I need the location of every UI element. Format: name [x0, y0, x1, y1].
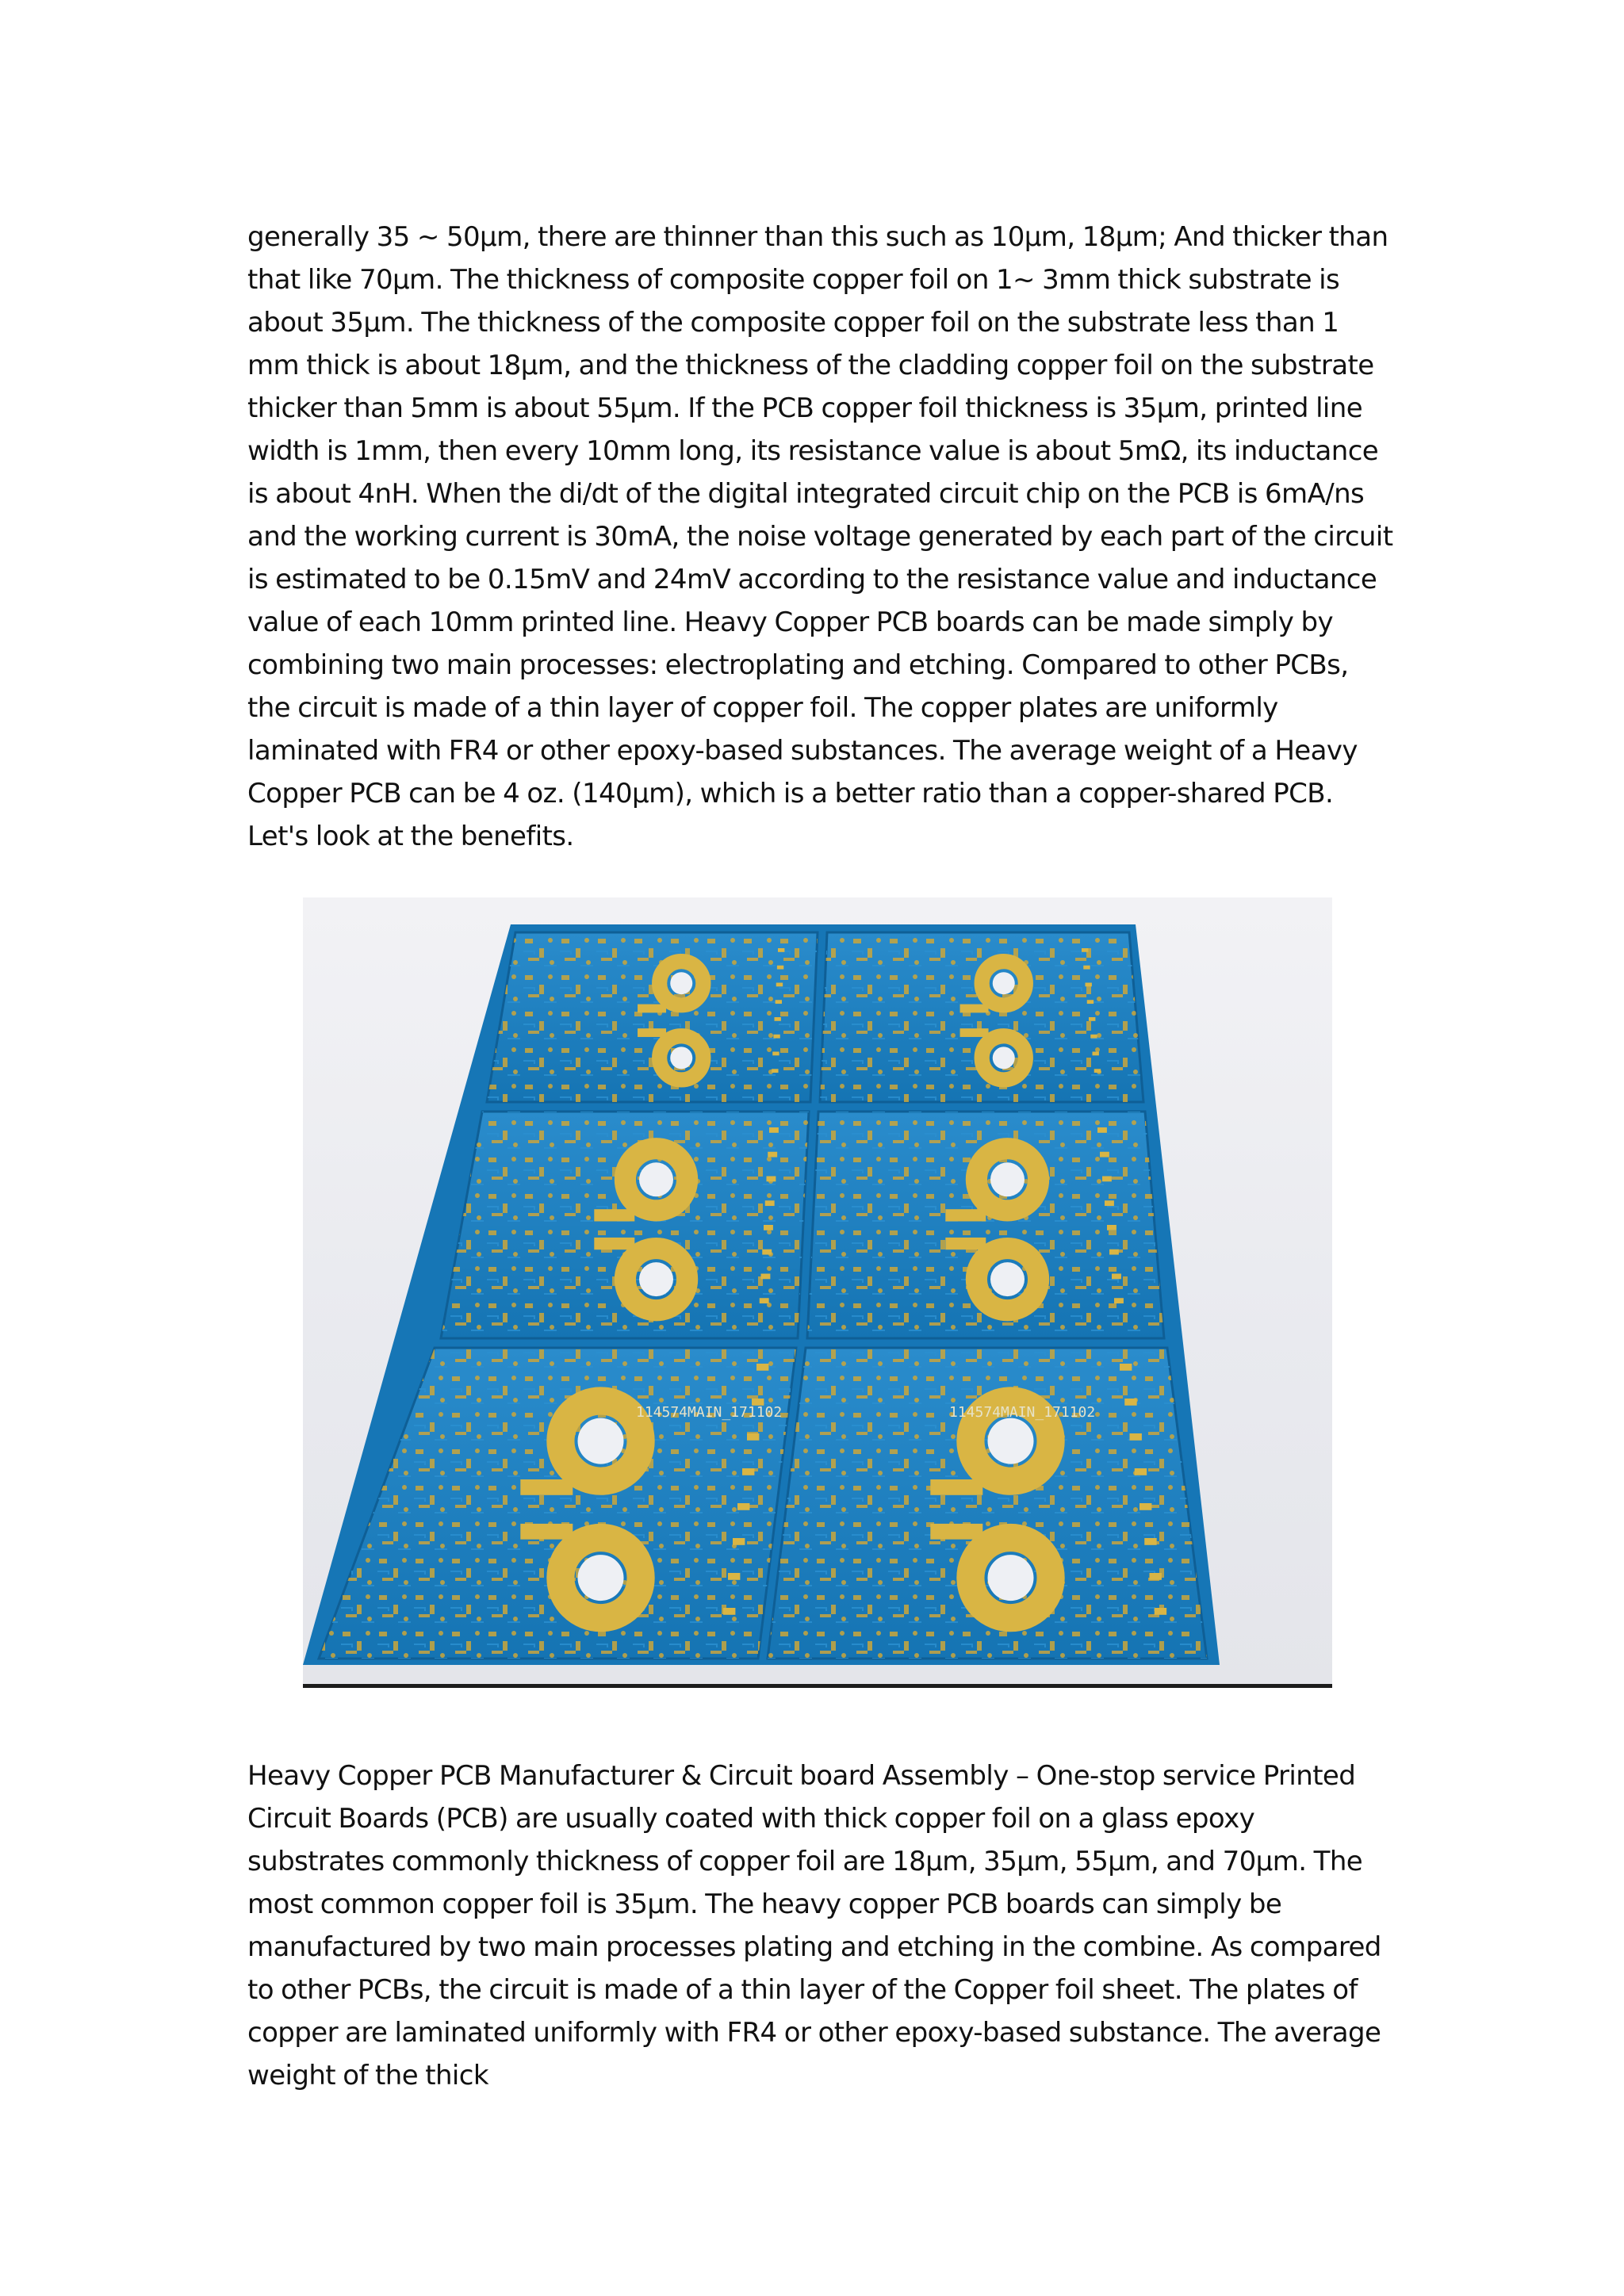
- board-label-right: 114574MAIN_171102: [949, 1404, 1096, 1421]
- gold-tab: [594, 1238, 634, 1249]
- component-pad: [728, 1573, 740, 1580]
- component-pad: [1130, 1433, 1142, 1441]
- gold-tab: [930, 1479, 982, 1495]
- component-pad: [1144, 1538, 1156, 1545]
- mounting-hole: [670, 972, 692, 994]
- component-pad: [1087, 1000, 1094, 1004]
- mounting-hole: [988, 1555, 1034, 1601]
- component-pad: [760, 1298, 769, 1303]
- component-pad: [1124, 1399, 1136, 1406]
- pcb-illustration: [303, 897, 1332, 1687]
- component-pad: [764, 1225, 773, 1230]
- mounting-hole: [993, 972, 1015, 994]
- component-pad: [775, 1017, 781, 1021]
- gold-tab: [520, 1524, 573, 1540]
- mounting-hole: [990, 1262, 1025, 1296]
- component-pad: [1114, 1298, 1124, 1303]
- component-pad: [778, 948, 784, 952]
- component-pad: [1135, 1468, 1147, 1475]
- mounting-hole: [670, 1047, 692, 1069]
- component-pad: [1082, 948, 1088, 952]
- component-pad: [1112, 1274, 1121, 1280]
- component-pad: [1097, 1127, 1107, 1133]
- component-pad: [747, 1433, 759, 1441]
- body-paragraph-1: generally 35 ~ 50μm, there are thinner than this such as 10μm, 18μm; And thicker than that like 70μm. The thickness of composite copper foil on 1~ 3mm thick substrate is about 35μm. The thickness of the composite copper foil on the substrate less than 1 mm thick is about 18μm, and the thickness of the cladding copper foil on the substrate thicker than 5mm is about 55μm. If the PCB copper foil thickness is 35μm, printed line width is 1mm, then every 10mm long, its resistance value is about 5mΩ, its inductance is about 4nH. When the di/dt of the digital integrated circuit chip on the PCB is 6mA/ns and the working current is 30mA, the noise voltage generated by each part of the circuit is estimated to be 0.15mV and 24mV according to the resistance value and inductance value of each 10mm printed line. Heavy Copper PCB boards can be made simply by combining two main processes: electroplating and etching. Compared to other PCBs, the circuit is made of a thin layer of copper foil. The copper plates are uniformly laminated with FR4 or other epoxy-based substances. The average weight of a Heavy Copper PCB can be 4 oz. (140μm), which is a better ratio than a copper-shared PCB. Let's look at the benefits.: [247, 221, 1393, 852]
- photo-bottom-edge: [303, 1684, 1332, 1688]
- component-pad: [1090, 1035, 1097, 1039]
- component-pad: [1086, 983, 1092, 987]
- component-pad: [1094, 1069, 1101, 1073]
- component-pad: [1083, 966, 1090, 970]
- body-paragraph-2: Heavy Copper PCB Manufacturer & Circuit board Assembly – One-stop service Printed Circuit Boards (PCB) are usually coated with thick copper foil on a glass epoxy substrates commonly thickness of copper foil are 18μm, 35μm, 55μm, and 70μm. The most common copper foil is 35μm. The heavy copper PCB boards can simply be manufactured by two main processes plating and etching in the combine. As compared to other PCBs, the circuit is made of a thin layer of the Copper foil sheet. The plates of copper are laminated uniformly with FR4 or other epoxy-based substance. The average weight of the thick: [247, 1760, 1381, 2091]
- gold-tab: [594, 1209, 634, 1221]
- component-pad: [776, 1000, 782, 1004]
- component-pad: [1100, 1152, 1109, 1158]
- component-pad: [1150, 1573, 1162, 1580]
- gold-tab: [638, 1004, 666, 1013]
- component-pad: [773, 1035, 779, 1039]
- component-pad: [776, 983, 783, 987]
- mounting-hole: [993, 1047, 1015, 1069]
- pcb-photo: [303, 897, 1332, 1687]
- gold-tab: [960, 1028, 989, 1037]
- mounting-hole: [639, 1262, 673, 1296]
- component-pad: [1155, 1608, 1166, 1615]
- component-pad: [769, 1127, 779, 1133]
- gold-tab: [520, 1479, 573, 1495]
- component-pad: [742, 1468, 754, 1475]
- gold-tab: [945, 1238, 986, 1249]
- component-pad: [768, 1152, 777, 1158]
- mounting-hole: [639, 1162, 673, 1196]
- component-pad: [723, 1608, 735, 1615]
- component-pad: [733, 1538, 745, 1545]
- component-pad: [762, 1249, 772, 1255]
- component-pad: [761, 1274, 771, 1280]
- component-pad: [1139, 1503, 1151, 1510]
- mounting-hole: [578, 1555, 624, 1601]
- mounting-hole: [578, 1418, 624, 1464]
- gold-tab: [638, 1028, 666, 1037]
- gold-tab: [945, 1209, 986, 1221]
- component-pad: [1105, 1200, 1114, 1206]
- board-label-left: 114574MAIN_171102: [636, 1404, 783, 1421]
- component-pad: [1102, 1177, 1112, 1182]
- component-pad: [1109, 1249, 1119, 1255]
- component-pad: [777, 966, 783, 970]
- component-pad: [1120, 1364, 1132, 1371]
- pcb-traces: [487, 932, 818, 1102]
- mounting-hole: [990, 1162, 1025, 1196]
- component-pad: [1107, 1225, 1116, 1230]
- component-pad: [767, 1177, 776, 1182]
- component-pad: [1089, 1017, 1095, 1021]
- gold-tab: [930, 1524, 982, 1540]
- component-pad: [765, 1200, 775, 1206]
- mounting-hole: [988, 1418, 1034, 1464]
- component-pad: [1093, 1052, 1099, 1056]
- component-pad: [737, 1503, 749, 1510]
- component-pad: [772, 1052, 779, 1056]
- component-pad: [772, 1069, 778, 1073]
- gold-tab: [960, 1004, 989, 1013]
- component-pad: [756, 1364, 768, 1371]
